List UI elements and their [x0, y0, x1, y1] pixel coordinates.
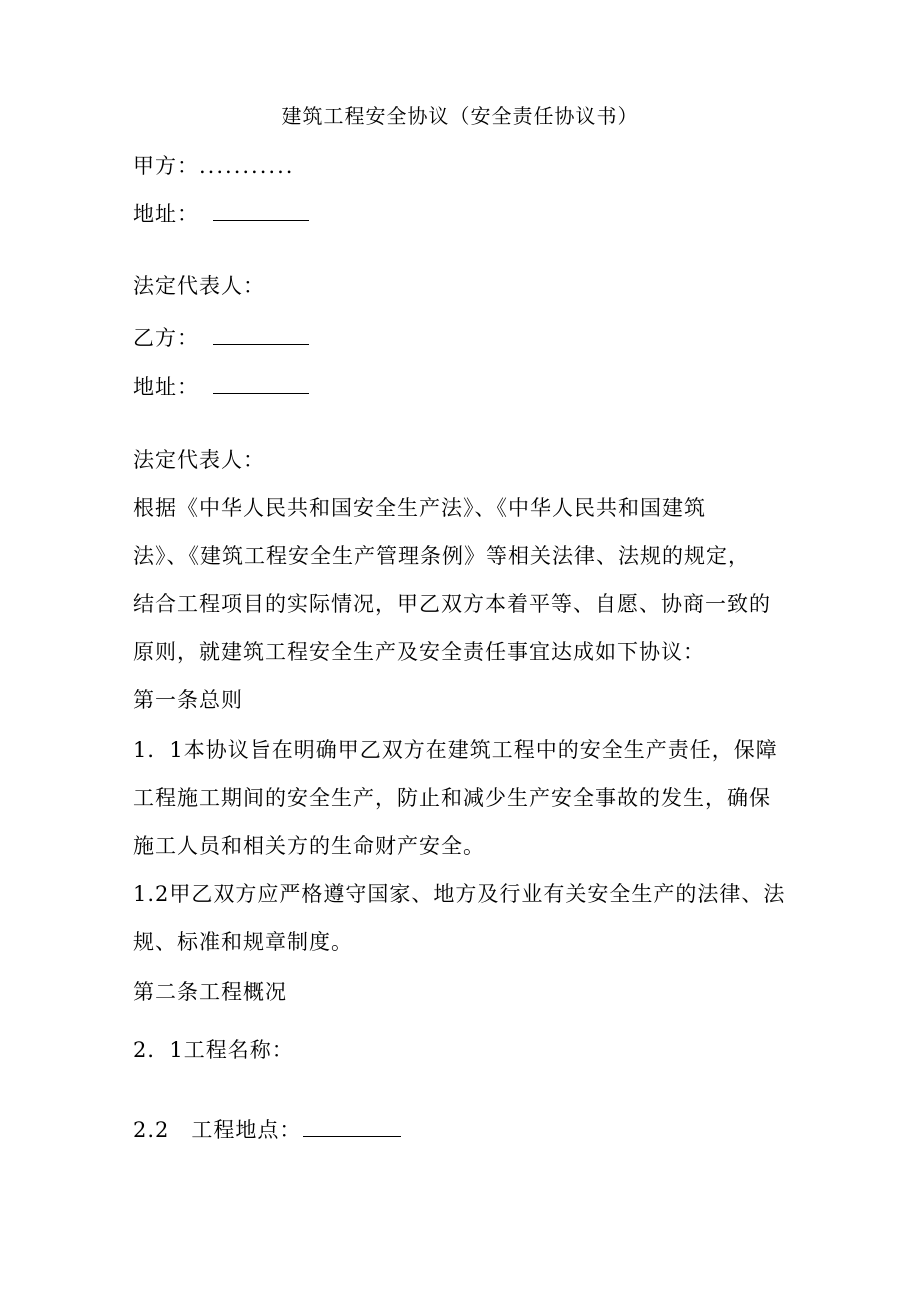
legal-rep-b-label: 法定代表人： — [133, 448, 265, 472]
address-b-blank — [213, 375, 309, 394]
preamble-line: 根据《中华人民共和国安全生产法》、《中华人民共和国建筑 — [133, 496, 706, 520]
clause-2-2-number: 2.2 — [133, 1118, 170, 1142]
article-2-heading: 第二条工程概况 — [133, 980, 287, 1004]
party-b-label: 乙方： — [133, 326, 199, 350]
party-a-value: ........... — [199, 154, 295, 178]
address-b-line — [133, 373, 309, 401]
legal-rep-a-label: 法定代表人： — [133, 274, 265, 298]
clause-1-2-line: 规、标准和规章制度。 — [133, 930, 353, 954]
legal-rep-a-line — [133, 272, 265, 300]
address-a-blank — [213, 202, 309, 221]
clause-1-1-line: 工程施工期间的安全生产，防止和减少生产安全事故的发生，确保 — [133, 786, 771, 810]
party-a-label: 甲方： — [133, 154, 199, 178]
preamble-line: 结合工程项目的实际情况，甲乙双方本着平等、自愿、协商一致的 — [133, 592, 771, 616]
party-a-line — [133, 152, 294, 180]
document-title: 建筑工程安全协议（安全责任协议书） — [281, 104, 639, 128]
clause-2-2-label: 工程地点： — [191, 1118, 302, 1142]
preamble-line: 原则，就建筑工程安全生产及安全责任事宜达成如下协议： — [133, 640, 705, 664]
clause-1-1-line: 施工人员和相关方的生命财产安全。 — [133, 834, 485, 858]
address-a-label: 地址： — [133, 202, 199, 226]
clause-2-2 — [133, 1116, 401, 1144]
article-1-heading: 第一条总则 — [133, 688, 243, 712]
clause-2-1: 2．1工程名称： — [133, 1038, 294, 1062]
preamble-line: 法》、《建筑工程安全生产管理条例》等相关法律、法规的规定， — [133, 544, 750, 568]
clause-2-2-blank — [303, 1118, 401, 1137]
party-b-line — [133, 324, 309, 352]
address-b-label: 地址： — [133, 375, 199, 399]
clause-1-1-line: 1．1本协议旨在明确甲乙双方在建筑工程中的安全生产责任，保障 — [133, 738, 778, 762]
clause-1-2-line: 1.2甲乙双方应严格遵守国家、地方及行业有关安全生产的法律、法 — [133, 882, 786, 906]
legal-rep-b-line — [133, 446, 265, 474]
party-b-blank — [213, 326, 309, 345]
address-a-line — [133, 200, 309, 228]
